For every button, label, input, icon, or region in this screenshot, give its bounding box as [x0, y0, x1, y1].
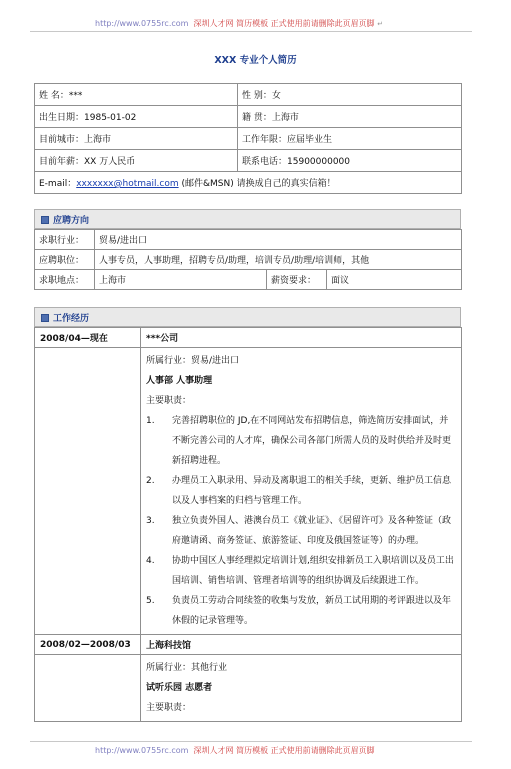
- paragraph-mark: ↵: [377, 20, 384, 28]
- basic-info-table: [34, 83, 462, 194]
- section-bullet-icon: [41, 314, 49, 322]
- section-header-job-intent: 应聘方向: [34, 209, 461, 229]
- job-intent-table: [34, 229, 462, 290]
- table-row: [35, 250, 462, 270]
- phone-cell[interactable]: 联系电话：15900000000: [238, 150, 462, 172]
- job1-company[interactable]: ***公司: [141, 328, 462, 348]
- job1-empty-cell: [35, 348, 141, 635]
- list-item: 4. 协助中国区人事经理拟定培训计划,组织安排新员工入职培训以及员工出国培训、销售培训、管理者培训等的组织协调及后续跟进工作。: [146, 556, 454, 586]
- table-row: [35, 328, 462, 348]
- resume-title: XXX 专业个人简历: [214, 55, 297, 66]
- job1-detail[interactable]: [141, 348, 462, 635]
- email-cell[interactable]: E-mail：xxxxxxx@hotmail.com (邮件&MSN) 请换成自己的真实信箱！: [35, 172, 462, 194]
- header-divider: [30, 31, 472, 32]
- table-row: [35, 84, 462, 106]
- job2-detail[interactable]: [141, 655, 462, 722]
- table-row: [35, 172, 462, 194]
- hometown-cell[interactable]: 籍 贯：上海市: [238, 106, 462, 128]
- list-item: 3. 独立负责外国人、港澳台员工《就业证》、《居留许可》及各种签证（政府邀请函、商务签证、旅游签证、印度及俄国签证等）的办理。: [146, 516, 452, 546]
- location-value[interactable]: 上海市: [95, 270, 267, 290]
- table-row: [35, 230, 462, 250]
- table-row: [35, 128, 462, 150]
- salary-req-label: 薪资要求：: [267, 270, 327, 290]
- table-row: [35, 348, 462, 635]
- position-value[interactable]: 人事专员，人事助理，招聘专员/助理，培训专员/助理/培训师，其他: [95, 250, 462, 270]
- job2-duties-label: 主要职责：: [146, 703, 192, 713]
- years-cell[interactable]: 工作年限：应届毕业生: [238, 128, 462, 150]
- job2-period[interactable]: 2008/02—2008/03: [35, 635, 141, 655]
- job1-industry: 所属行业：贸易/进出口: [146, 356, 240, 366]
- birth-cell[interactable]: 出生日期：1985-01-02: [35, 106, 238, 128]
- job1-position: 人事部 人事助理: [146, 376, 213, 386]
- footer-url[interactable]: http://www.0755rc.com: [95, 746, 189, 755]
- footer-divider: [30, 741, 472, 742]
- name-cell[interactable]: 姓 名：***: [35, 84, 238, 106]
- industry-value[interactable]: 贸易/进出口: [95, 230, 462, 250]
- table-row: [35, 655, 462, 722]
- section-header-experience: 工作经历: [34, 307, 461, 327]
- list-item: 5. 负责员工劳动合同续签的收集与发放，新员工试用期的考评跟进以及年休假的记录管理等。: [146, 596, 452, 626]
- header-text: 深圳人才网 简历模板 正式使用前请删除此页眉页脚: [193, 19, 375, 28]
- job1-period[interactable]: 2008/04—现在: [35, 328, 141, 348]
- list-item: 2. 办理员工入职录用、异动及离职退工的相关手续，更新、维护员工信息以及人事档案的归档与管理工作。: [146, 476, 452, 506]
- job2-empty-cell: [35, 655, 141, 722]
- table-row: [35, 270, 462, 290]
- position-label: 应聘职位：: [35, 250, 95, 270]
- section-bullet-icon: [41, 216, 49, 224]
- duties-list: [146, 411, 456, 631]
- page-header: [95, 18, 383, 29]
- page-footer: [95, 745, 375, 756]
- job2-industry: 所属行业：其他行业: [146, 663, 228, 673]
- table-row: [35, 635, 462, 655]
- footer-text: 深圳人才网 简历模板 正式使用前请删除此页眉页脚: [193, 746, 375, 755]
- email-link[interactable]: xxxxxxx@hotmail.com: [76, 179, 179, 189]
- gender-cell[interactable]: 性 别：女: [238, 84, 462, 106]
- salary-cell[interactable]: 目前年薪：XX 万人民币: [35, 150, 238, 172]
- experience-table: [34, 327, 462, 722]
- city-cell[interactable]: 目前城市：上海市: [35, 128, 238, 150]
- job2-company[interactable]: 上海科技馆: [141, 635, 462, 655]
- list-item: 1. 完善招聘职位的 JD,在不同网站发布招聘信息，筛选简历安排面试，并不断完善公司的人才库，确保公司各部门所需人员的及时供给并及时更新招聘进程。: [146, 416, 452, 466]
- table-row: [35, 106, 462, 128]
- header-url[interactable]: http://www.0755rc.com: [95, 19, 189, 28]
- table-row: [35, 150, 462, 172]
- job1-duties-label: 主要职责：: [146, 396, 192, 406]
- job2-position: 试听乐园 志愿者: [146, 683, 213, 693]
- location-label: 求职地点：: [35, 270, 95, 290]
- salary-req-value[interactable]: 面议: [327, 270, 462, 290]
- industry-label: 求职行业：: [35, 230, 95, 250]
